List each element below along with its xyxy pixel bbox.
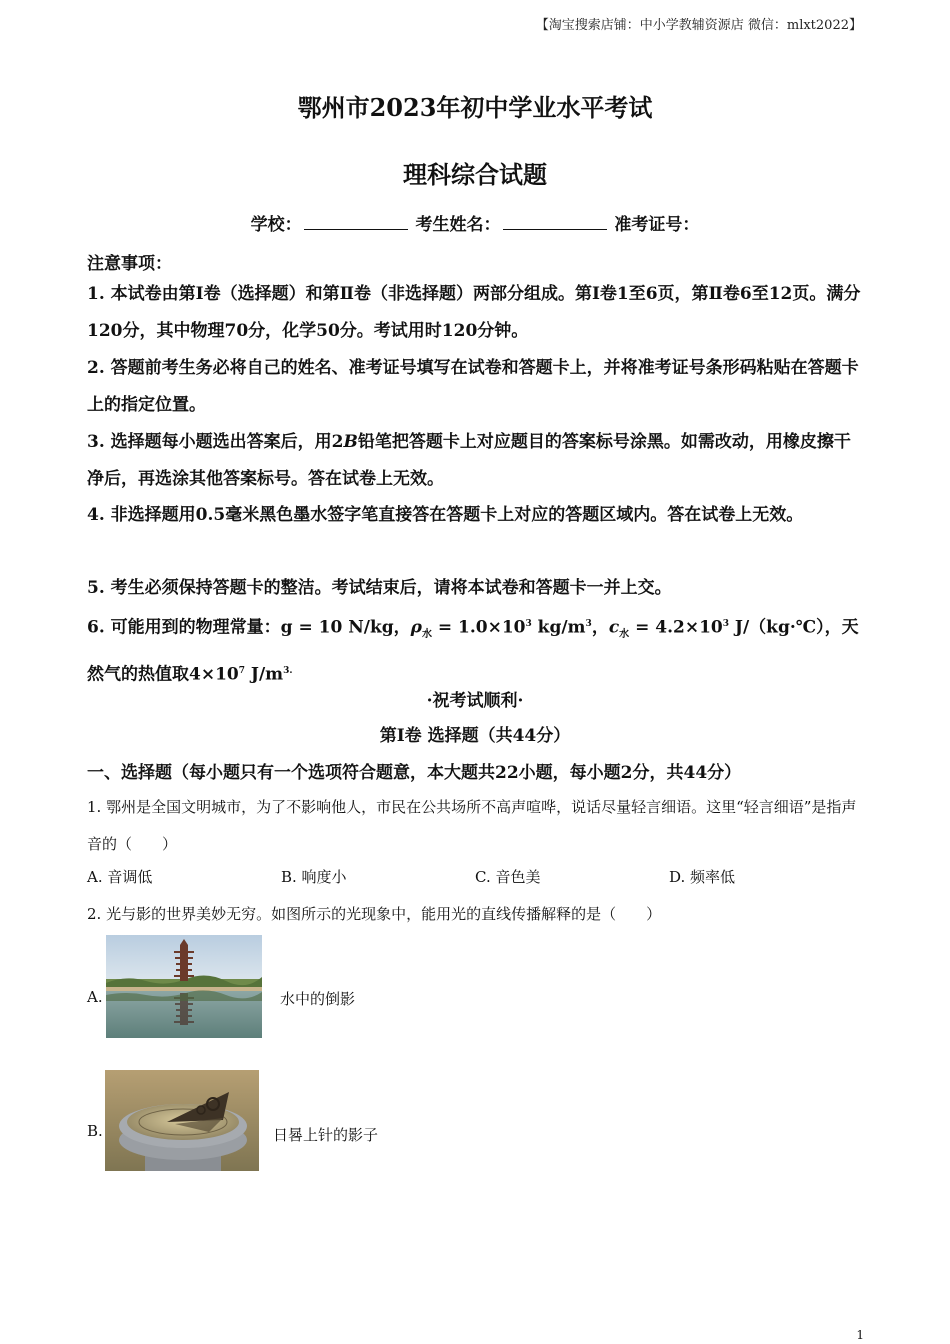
- name-label: 考生姓名：: [415, 215, 501, 235]
- candidate-fields: [0, 210, 950, 235]
- exam-number-label: 准考证号：: [614, 215, 700, 235]
- question-2-option-a-caption: 水中的倒影: [280, 990, 356, 1008]
- name-blank: [503, 215, 607, 230]
- pagoda-reflection-image: [106, 935, 262, 1038]
- question-1-option-a: A. 音调低: [87, 868, 153, 886]
- question-1-stem: 1. 鄂州是全国文明城市，为了不影响他人，市民在公共场所不高声喧哗，说话尽量轻言细语。这里“轻言细语”是指声音的（ ）: [87, 798, 857, 853]
- good-luck-line: ·祝考试顺利·: [426, 691, 524, 711]
- question-2-option-a-label: A.: [87, 988, 103, 1006]
- page-number: 1: [856, 1328, 864, 1342]
- exam-title: 鄂州市2023年初中学业水平考试: [297, 93, 653, 122]
- question-1-option-d: D. 频率低: [669, 868, 736, 886]
- notice-item-3: 3. 选择题每小题选出答案后，用2B铅笔把答题卡上对应题目的答案标号涂黑。如需改动，用橡皮擦干净后，再选涂其他答案标号。答在试卷上无效。: [87, 432, 851, 489]
- notice-item-2: 2. 答题前考生务必将自己的姓名、准考证号填写在试卷和答题卡上，并将准考证号条形码粘贴在答题卡上的指定位置。: [87, 358, 859, 415]
- notice-item-4: 4. 非选择题用0.5毫米黑色墨水签字笔直接答在答题卡上对应的答题区域内。答在试卷上无效。: [87, 505, 804, 525]
- exam-subtitle: 理科综合试题: [403, 160, 547, 189]
- school-label: 学校：: [250, 215, 302, 235]
- section-title: 一、选择题（每小题只有一个选项符合题意，本大题共22小题，每小题2分，共44分）: [87, 763, 742, 783]
- question-2-option-b-label: B.: [87, 1122, 103, 1140]
- question-2-option-b-caption: 日晷上针的影子: [273, 1126, 379, 1144]
- question-2-stem: 2. 光与影的世界美妙无穷。如图所示的光现象中，能用光的直线传播解释的是（ ）: [87, 905, 662, 923]
- part-title: 第Ⅰ卷 选择题（共44分）: [379, 726, 571, 746]
- notice-heading: 注意事项：: [87, 254, 172, 274]
- header-note: 【淘宝搜索店铺：中小学教辅资源店 微信：mlxt2022】: [535, 18, 862, 33]
- notice-item-6: 6. 可能用到的物理常量：g = 10 N/kg，$\rho_水 = 1.0\times 10^3$ $kg/m^3$，$c_水 = 4.2\times 10^3$ J/（kg·℃），天然气的热值取$4\times 10^7$ $J/m^{3.}$: [87, 617, 859, 685]
- question-1-option-c: C. 音色美: [475, 868, 541, 886]
- notice-item-5: 5. 考生必须保持答题卡的整洁。考试结束后，请将本试卷和答题卡一并上交。: [87, 578, 672, 598]
- notice-item-1: 1. 本试卷由第Ⅰ卷（选择题）和第Ⅱ卷（非选择题）两部分组成。第Ⅰ卷1至6页，第Ⅱ卷6至12页。满分120分，其中物理70分，化学50分。考试用时120分钟。: [87, 284, 861, 341]
- question-1-option-b: B. 响度小: [281, 868, 347, 886]
- sundial-image: [105, 1070, 259, 1171]
- school-blank: [304, 215, 408, 230]
